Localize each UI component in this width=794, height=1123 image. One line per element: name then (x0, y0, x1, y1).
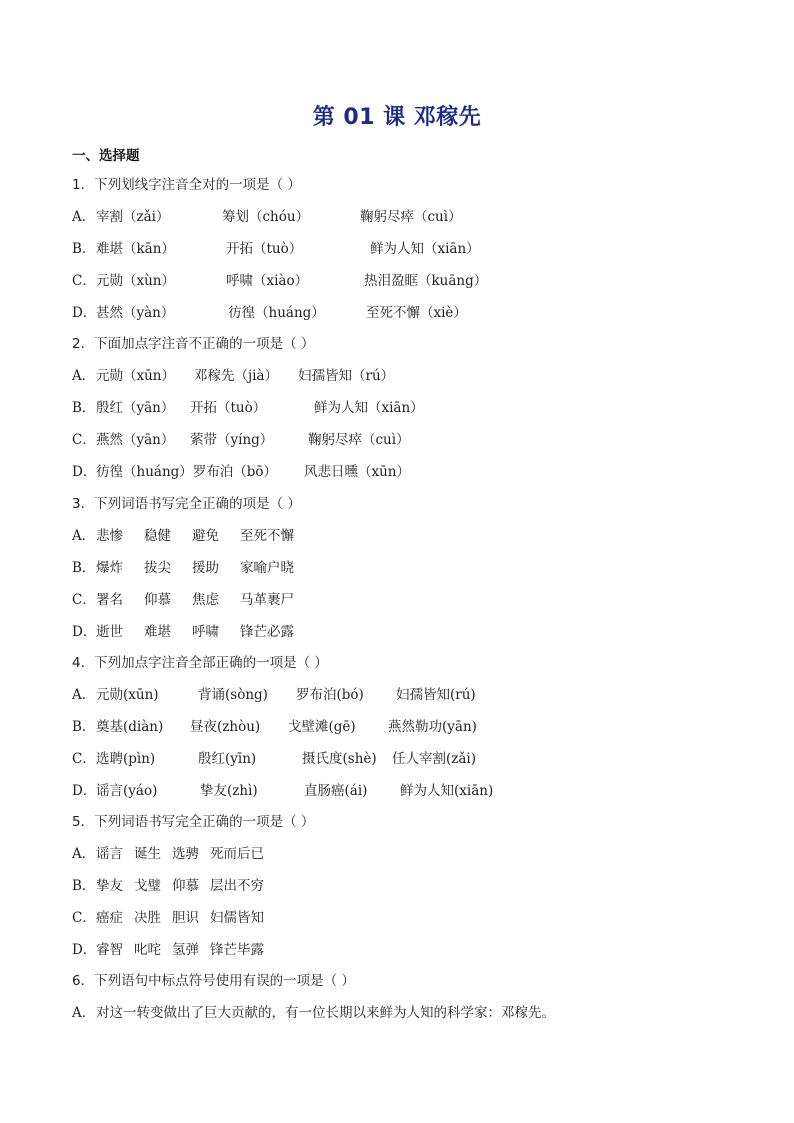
option-item: 层出不穷 (210, 878, 264, 894)
option-item: 谣言(yáo) (96, 783, 158, 799)
question-stem-6: 6．下列语句中标点符号使用有误的一项是（ ） (72, 973, 355, 989)
option-item: 援助 (192, 560, 219, 576)
option-item: 风悲日曛（xūn） (304, 464, 411, 480)
option-letter: C． (72, 432, 96, 448)
option-item: 至死不懈（xiè） (366, 305, 467, 321)
option-letter: C． (72, 751, 96, 767)
option-letter: A． (72, 528, 96, 544)
option-item: 萦带（yíng） (190, 432, 274, 448)
option-item: 直肠癌(ái) (304, 783, 368, 799)
option-item: 热泪盈眶（kuāng） (364, 273, 488, 289)
option-item: 罗布泊(bó) (296, 687, 364, 703)
option-item: 鞠躬尽瘁（cuì） (360, 209, 462, 225)
question-4-option-a (72, 685, 732, 705)
question-2-option-b (72, 398, 732, 418)
option-letter: B． (72, 560, 96, 576)
option-item: 任人宰割(zǎi) (392, 751, 477, 767)
question-4-option-b (72, 717, 732, 737)
option-item: 殷红(yīn) (198, 751, 257, 767)
option-item: 奠基(diàn) (96, 719, 164, 735)
option-item: 彷徨（huáng） (228, 305, 325, 321)
option-item: 避免 (192, 528, 219, 544)
question-2-option-d (72, 462, 732, 482)
option-item: 悲惨 (96, 528, 123, 544)
option-item: 殷红（yān） (96, 400, 175, 416)
option-item: 胆识 (172, 910, 199, 926)
option-item: 锋芒必露 (240, 624, 294, 640)
question-3-option-b (72, 558, 732, 578)
option-letter: A． (72, 368, 96, 384)
option-item: 诞生 (134, 846, 161, 862)
question-3-option-c (72, 590, 732, 610)
option-item: 开拓（tuò） (190, 400, 267, 416)
question-4-option-d (72, 781, 732, 801)
option-item: 摄氏度(shè) (302, 751, 377, 767)
question-1-option-d (72, 303, 732, 323)
question-5-option-d (72, 940, 732, 960)
option-letter: B． (72, 241, 96, 257)
option-item: 开拓（tuò） (226, 241, 303, 257)
option-item: 宰割（zǎi） (96, 209, 170, 225)
option-item: 昼夜(zhòu) (190, 719, 261, 735)
option-item: 决胜 (134, 910, 161, 926)
question-3-option-a (72, 526, 732, 546)
question-2-option-c (72, 430, 732, 450)
option-item: 戈璧 (134, 878, 161, 894)
option-letter: D． (72, 783, 97, 799)
option-item: 邓稼先（jià） (194, 368, 279, 384)
option-item: 筹划（chóu） (222, 209, 310, 225)
question-stem-1: 1．下列划线字注音全对的一项是（ ） (72, 177, 301, 193)
option-item: 选骋 (172, 846, 199, 862)
option-item: 死而后已 (210, 846, 264, 862)
question-5-option-b (72, 876, 732, 896)
option-item: 鲜为人知（xiān） (370, 241, 480, 257)
option-letter: C． (72, 910, 96, 926)
option-item: 妇孺皆知(rú) (396, 687, 476, 703)
option-item: 甚然（yàn） (96, 305, 175, 321)
option-item: 燕然（yān） (96, 432, 175, 448)
option-letter: D． (72, 942, 97, 958)
option-item: 燕然勒功(yān) (388, 719, 477, 735)
option-item: 呼啸 (192, 624, 219, 640)
option-letter: A． (72, 209, 96, 225)
option-item: 戈壁滩(gē) (288, 719, 356, 735)
option-item: 难堪 (144, 624, 171, 640)
option-item: 署名 (96, 592, 123, 608)
option-item: 挚友 (96, 878, 123, 894)
question-4-option-c (72, 749, 732, 769)
option-letter: B． (72, 719, 96, 735)
option-letter: A． (72, 1005, 96, 1021)
option-item: 焦虑 (192, 592, 219, 608)
question-stem-3: 3．下列词语书写完全正确的项是（ ） (72, 496, 301, 512)
option-item: 妇孺皆知（rú） (298, 368, 395, 384)
page-title: 第 01 课 邓稼先 (312, 105, 482, 130)
option-letter: D． (72, 305, 97, 321)
option-item: 叱咤 (134, 942, 161, 958)
option-item: 拔尖 (144, 560, 171, 576)
question-5-option-a (72, 844, 732, 864)
option-item: 马革裹尸 (240, 592, 294, 608)
section-heading: 一、选择题 (72, 148, 140, 164)
option-item: 逝世 (96, 624, 123, 640)
option-item: 谣言 (96, 846, 123, 862)
option-letter: C． (72, 273, 96, 289)
option-item: 氢弹 (172, 942, 199, 958)
option-item: 癌症 (96, 910, 123, 926)
option-item: 稳健 (144, 528, 171, 544)
option-item: 彷徨（huáng）罗布泊（bō） (96, 464, 278, 480)
question-stem-2: 2．下面加点字注音不正确的一项是（ ） (72, 336, 315, 352)
question-stem-4: 4．下列加点字注音全部正确的一项是（ ） (72, 655, 328, 671)
question-stem-5: 5．下列词语书写完全正确的一项是（ ） (72, 814, 315, 830)
option-item: 家喻户晓 (240, 560, 294, 576)
option-letter: C． (72, 592, 96, 608)
option-item: 仰慕 (172, 878, 199, 894)
option-item: 鞠躬尽瘁（cuì） (308, 432, 410, 448)
question-6-option-a (72, 1003, 732, 1023)
option-item: 对这一转变做出了巨大贡献的，有一位长期以来鲜为人知的科学家：邓稼先。 (96, 1005, 555, 1021)
option-letter: D． (72, 624, 97, 640)
option-item: 元勋(xūn) (96, 687, 159, 703)
question-2-option-a (72, 366, 732, 386)
option-item: 元勋（xūn） (96, 368, 176, 384)
option-letter: A． (72, 846, 96, 862)
option-item: 元勋（xùn） (96, 273, 176, 289)
option-item: 睿智 (96, 942, 123, 958)
question-1-option-a (72, 207, 732, 227)
option-letter: B． (72, 400, 96, 416)
option-letter: A． (72, 687, 96, 703)
option-item: 呼啸（xiào） (226, 273, 309, 289)
option-letter: D． (72, 464, 97, 480)
option-item: 鲜为人知(xiān) (400, 783, 494, 799)
option-item: 鲜为人知（xiān） (314, 400, 424, 416)
question-5-option-c (72, 908, 732, 928)
option-letter: B． (72, 878, 96, 894)
option-item: 挚友(zhì) (200, 783, 258, 799)
question-1-option-c (72, 271, 732, 291)
option-item: 难堪（kān） (96, 241, 175, 257)
question-1-option-b (72, 239, 732, 259)
option-item: 爆炸 (96, 560, 123, 576)
option-item: 至死不懈 (240, 528, 294, 544)
question-3-option-d (72, 622, 732, 642)
option-item: 选聘(pìn) (96, 751, 156, 767)
option-item: 锋芒毕露 (210, 942, 264, 958)
option-item: 妇儒皆知 (210, 910, 264, 926)
option-item: 背诵(sòng) (198, 687, 268, 703)
option-item: 仰慕 (144, 592, 171, 608)
